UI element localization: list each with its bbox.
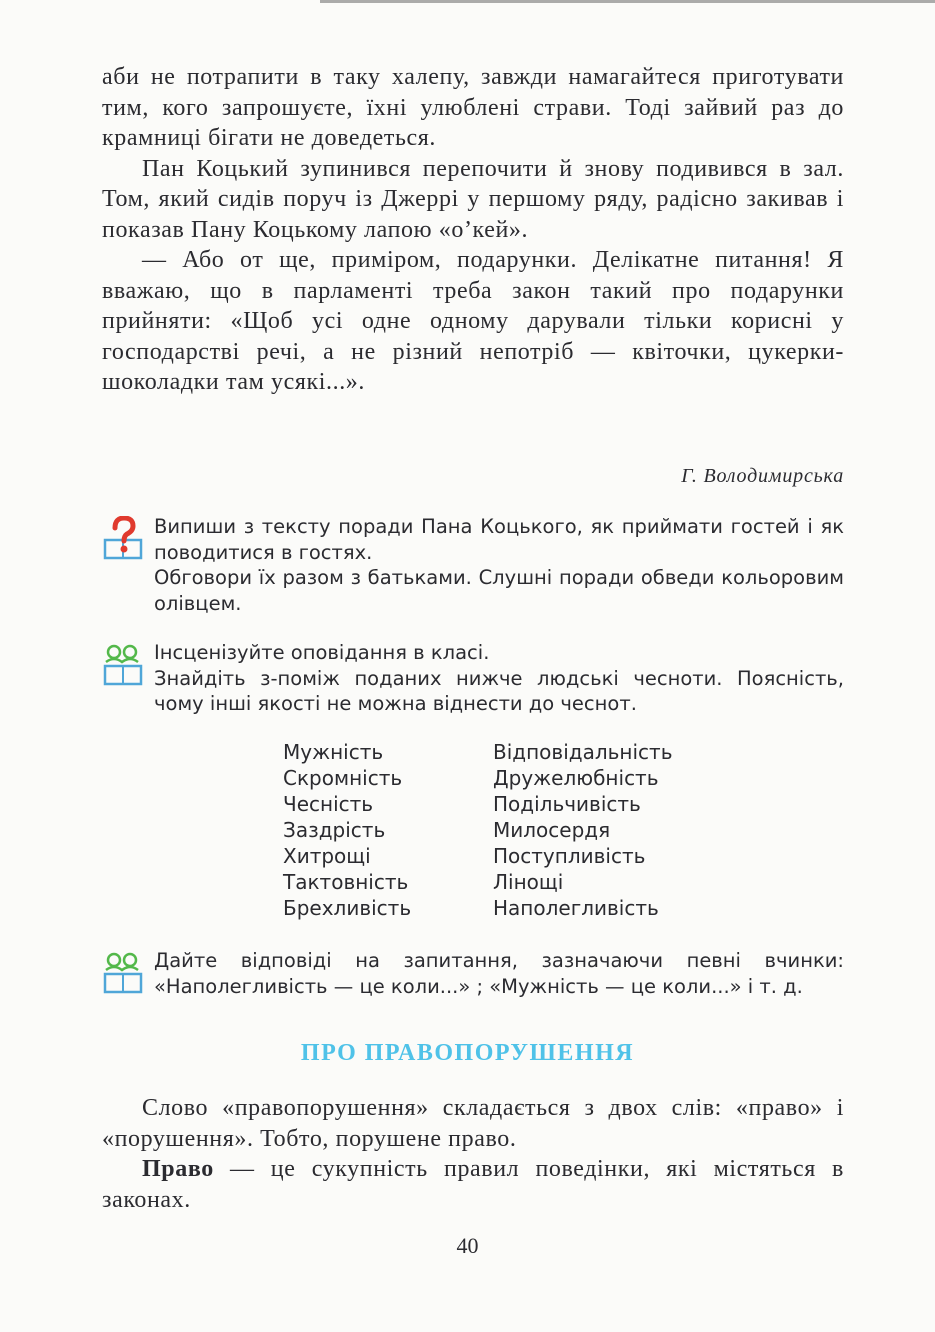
trait-item: Милосердя (493, 818, 611, 842)
story-paragraph: аби не потрапити в таку халепу, завжди намагайтеся приготувати тим, кого запрошуєте, їхні улюблені страви. Тоді зайвий раз до крамниці бігати не доведеться. (102, 64, 844, 151)
trait-item: Дружелюбність (493, 766, 659, 790)
scan-edge-line (320, 0, 935, 3)
trait-item: Поступливість (493, 844, 646, 868)
trait-item: Скромність (283, 766, 403, 790)
task-1 (102, 514, 844, 616)
trait-item: Заздрість (283, 818, 386, 842)
section-heading: ПРО ПРАВОПОРУШЕННЯ (300, 1040, 635, 1066)
trait-item: Подільчивість (493, 792, 641, 816)
trait-item: Брехливість (283, 896, 412, 920)
trait-item: Чесність (283, 792, 374, 816)
traits-column-2 (493, 739, 672, 921)
definition-text: — це сукупність правил поведінки, які містяться в законах. (102, 1156, 844, 1213)
trait-item: Наполегливість (493, 896, 659, 920)
trait-item: Мужність (283, 740, 384, 764)
author-signature: Г. Володимирська (681, 465, 844, 487)
definition-term: Право (142, 1156, 214, 1182)
group-work-book-icon (102, 950, 144, 996)
story-paragraph: Пан Коцький зупинився перепочити й знову подивився в зал. Том, який сидів поруч із Джеррі у першому ряду, радісно закивав і показав Пану Коцькому лапою «о’кей». (102, 155, 844, 243)
trait-item: Лінощі (493, 870, 564, 894)
task-3 (102, 948, 844, 999)
task-1-line-1: Випиши з тексту поради Пана Коцького, як приймати гостей і як поводитися в гостях. (154, 515, 844, 564)
page-number: 40 (456, 1233, 479, 1258)
question-book-icon (102, 516, 144, 562)
section-paragraph: Слово «правопорушення» складається з двох слів: «право» і «порушення». Тобто, порушене право. (102, 1095, 844, 1152)
task-2 (102, 640, 844, 717)
story-text (102, 62, 844, 398)
group-work-book-icon (102, 642, 144, 688)
task-2-line-1: Інсценізуйте оповідання в класі. (154, 641, 490, 664)
traits-column-1 (283, 739, 493, 921)
trait-item: Тактовність (283, 870, 409, 894)
section-paragraph-definition (102, 1154, 844, 1215)
task-1-line-2: Обговори їх разом з батьками. Слушні поради обведи кольоровим олівцем. (154, 566, 844, 615)
story-paragraph: — Або от ще, приміром, подарунки. Делікатне питання! Я вважаю, що в парламенті треба закон такий про подарунки прийняти: «Щоб усі одне одному дарували тільки корисні у господарстві речі, а не різний непотріб — квіточки, цукерки-шоколадки там усякі...». (102, 247, 844, 395)
trait-item: Хитрощі (283, 844, 371, 868)
task-2-line-2: Знайдіть з-поміж поданих нижче людські чесноти. Поясність, чому інші якості не можна віднести до чеснот. (154, 666, 844, 715)
section-text (102, 1093, 844, 1215)
trait-item: Відповідальність (493, 740, 673, 764)
task-3-line-1: Дайте відповіді на запитання, зазначаючи певні вчинки: «Наполегливість — це коли...» ; «Мужність — це коли...» і т. д. (154, 949, 844, 998)
traits-list (283, 739, 672, 921)
